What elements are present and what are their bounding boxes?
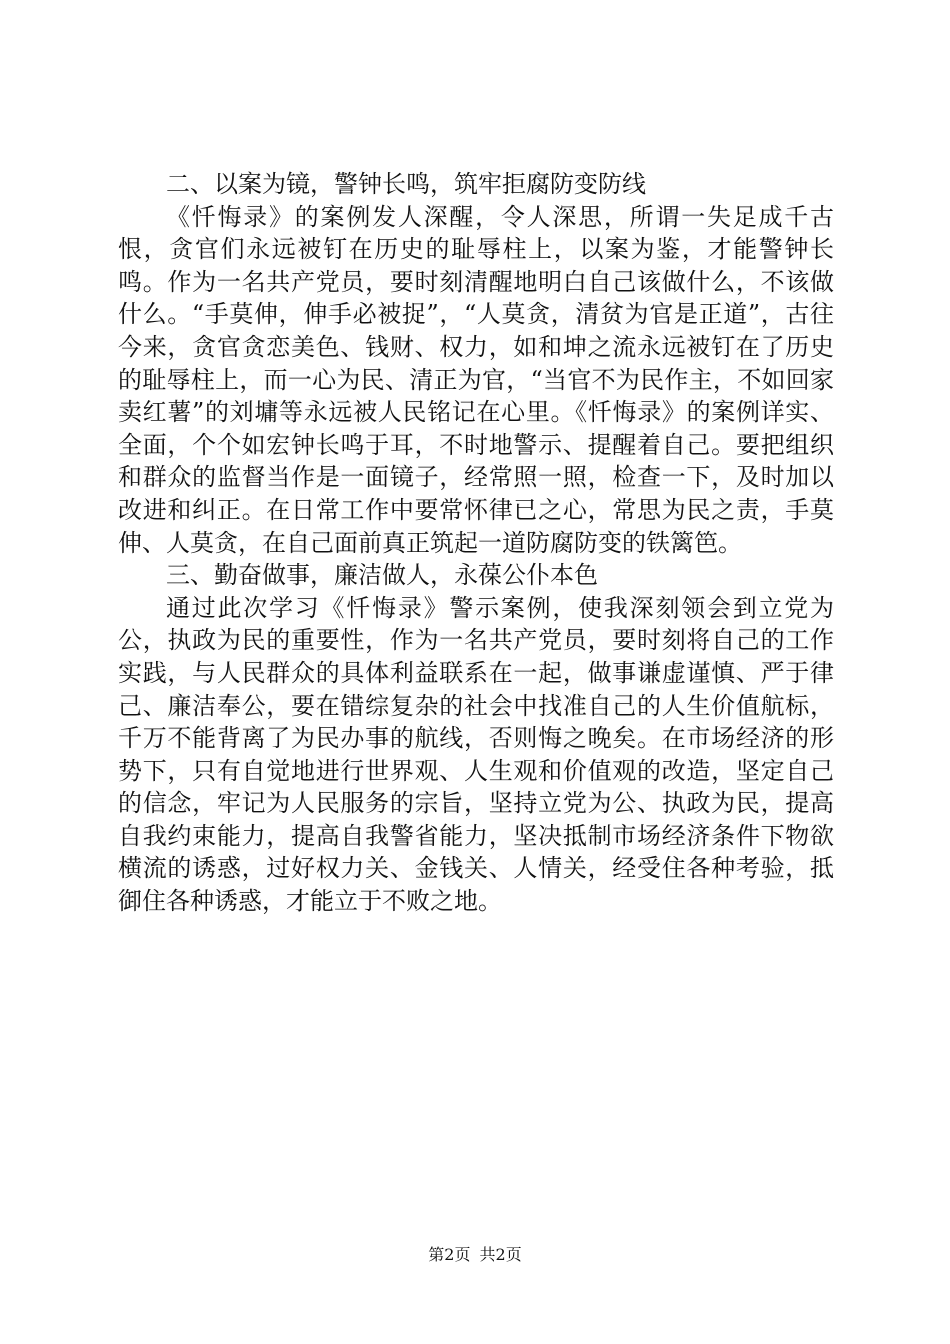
page-footer bbox=[0, 1242, 950, 1265]
section-3-paragraph: 通过此次学习《忏悔录》警示案例，使我深刻领会到立党为公，执政为民的重要性，作为一名共产党员，要时刻将自己的工作实践，与人民群众的具体利益联系在一起，做事谦虚谨慎、严于律己、廉洁奉公，要在错综复杂的社会中找准自己的人生价值航标，千万不能背离了为民办事的航线，否则悔之晚矣。在市场经济的形势下，只有自觉地进行世界观、人生观和价值观的改造，坚定自己的信念，牢记为人民服务的宗旨，坚持立党为公、执政为民，提高自我约束能力，提高自我警省能力，坚决抵制市场经济条件下物欲横流的诱惑，过好权力关、金钱关、人情关，经受住各种考验，抵御住各种诱惑，才能立于不败之地。 bbox=[118, 593, 834, 916]
section-2-heading: 二、以案为镜，警钟长鸣，筑牢拒腐防变防线 bbox=[166, 170, 646, 198]
page-number: 第2页 bbox=[428, 1245, 471, 1264]
section-2-paragraph: 《忏悔录》的案例发人深醒，令人深思，所谓一失足成千古恨，贪官们永远被钉在历史的耻辱柱上，以案为鉴，才能警钟长鸣。作为一名共产党员，要时刻清醒地明白自己该做什么，不该做什么。“手莫伸，伸手必被捉”，“人莫贪，清贫为官是正道”，古往今来，贪官贪恋美色、钱财、权力，如和坤之流永远被钉在了历史的耻辱柱上，而一心为民、清正为官，“当官不为民作主，不如回家卖红薯”的刘墉等永远被人民铭记在心里。《忏悔录》的案例详实、全面，个个如宏钟长鸣于耳，不时地警示、提醒着自己。要把组织和群众的监督当作是一面镜子，经常照一照，检查一下，及时加以改进和纠正。在日常工作中要常怀律已之心，常思为民之责，手莫伸、人莫贪，在自己面前真正筑起一道防腐防变的铁篱笆。 bbox=[118, 202, 834, 557]
section-3-heading: 三、勤奋做事，廉洁做人，永葆公仆本色 bbox=[166, 561, 598, 590]
document-body bbox=[118, 168, 834, 918]
page-total: 共2页 bbox=[479, 1245, 522, 1264]
